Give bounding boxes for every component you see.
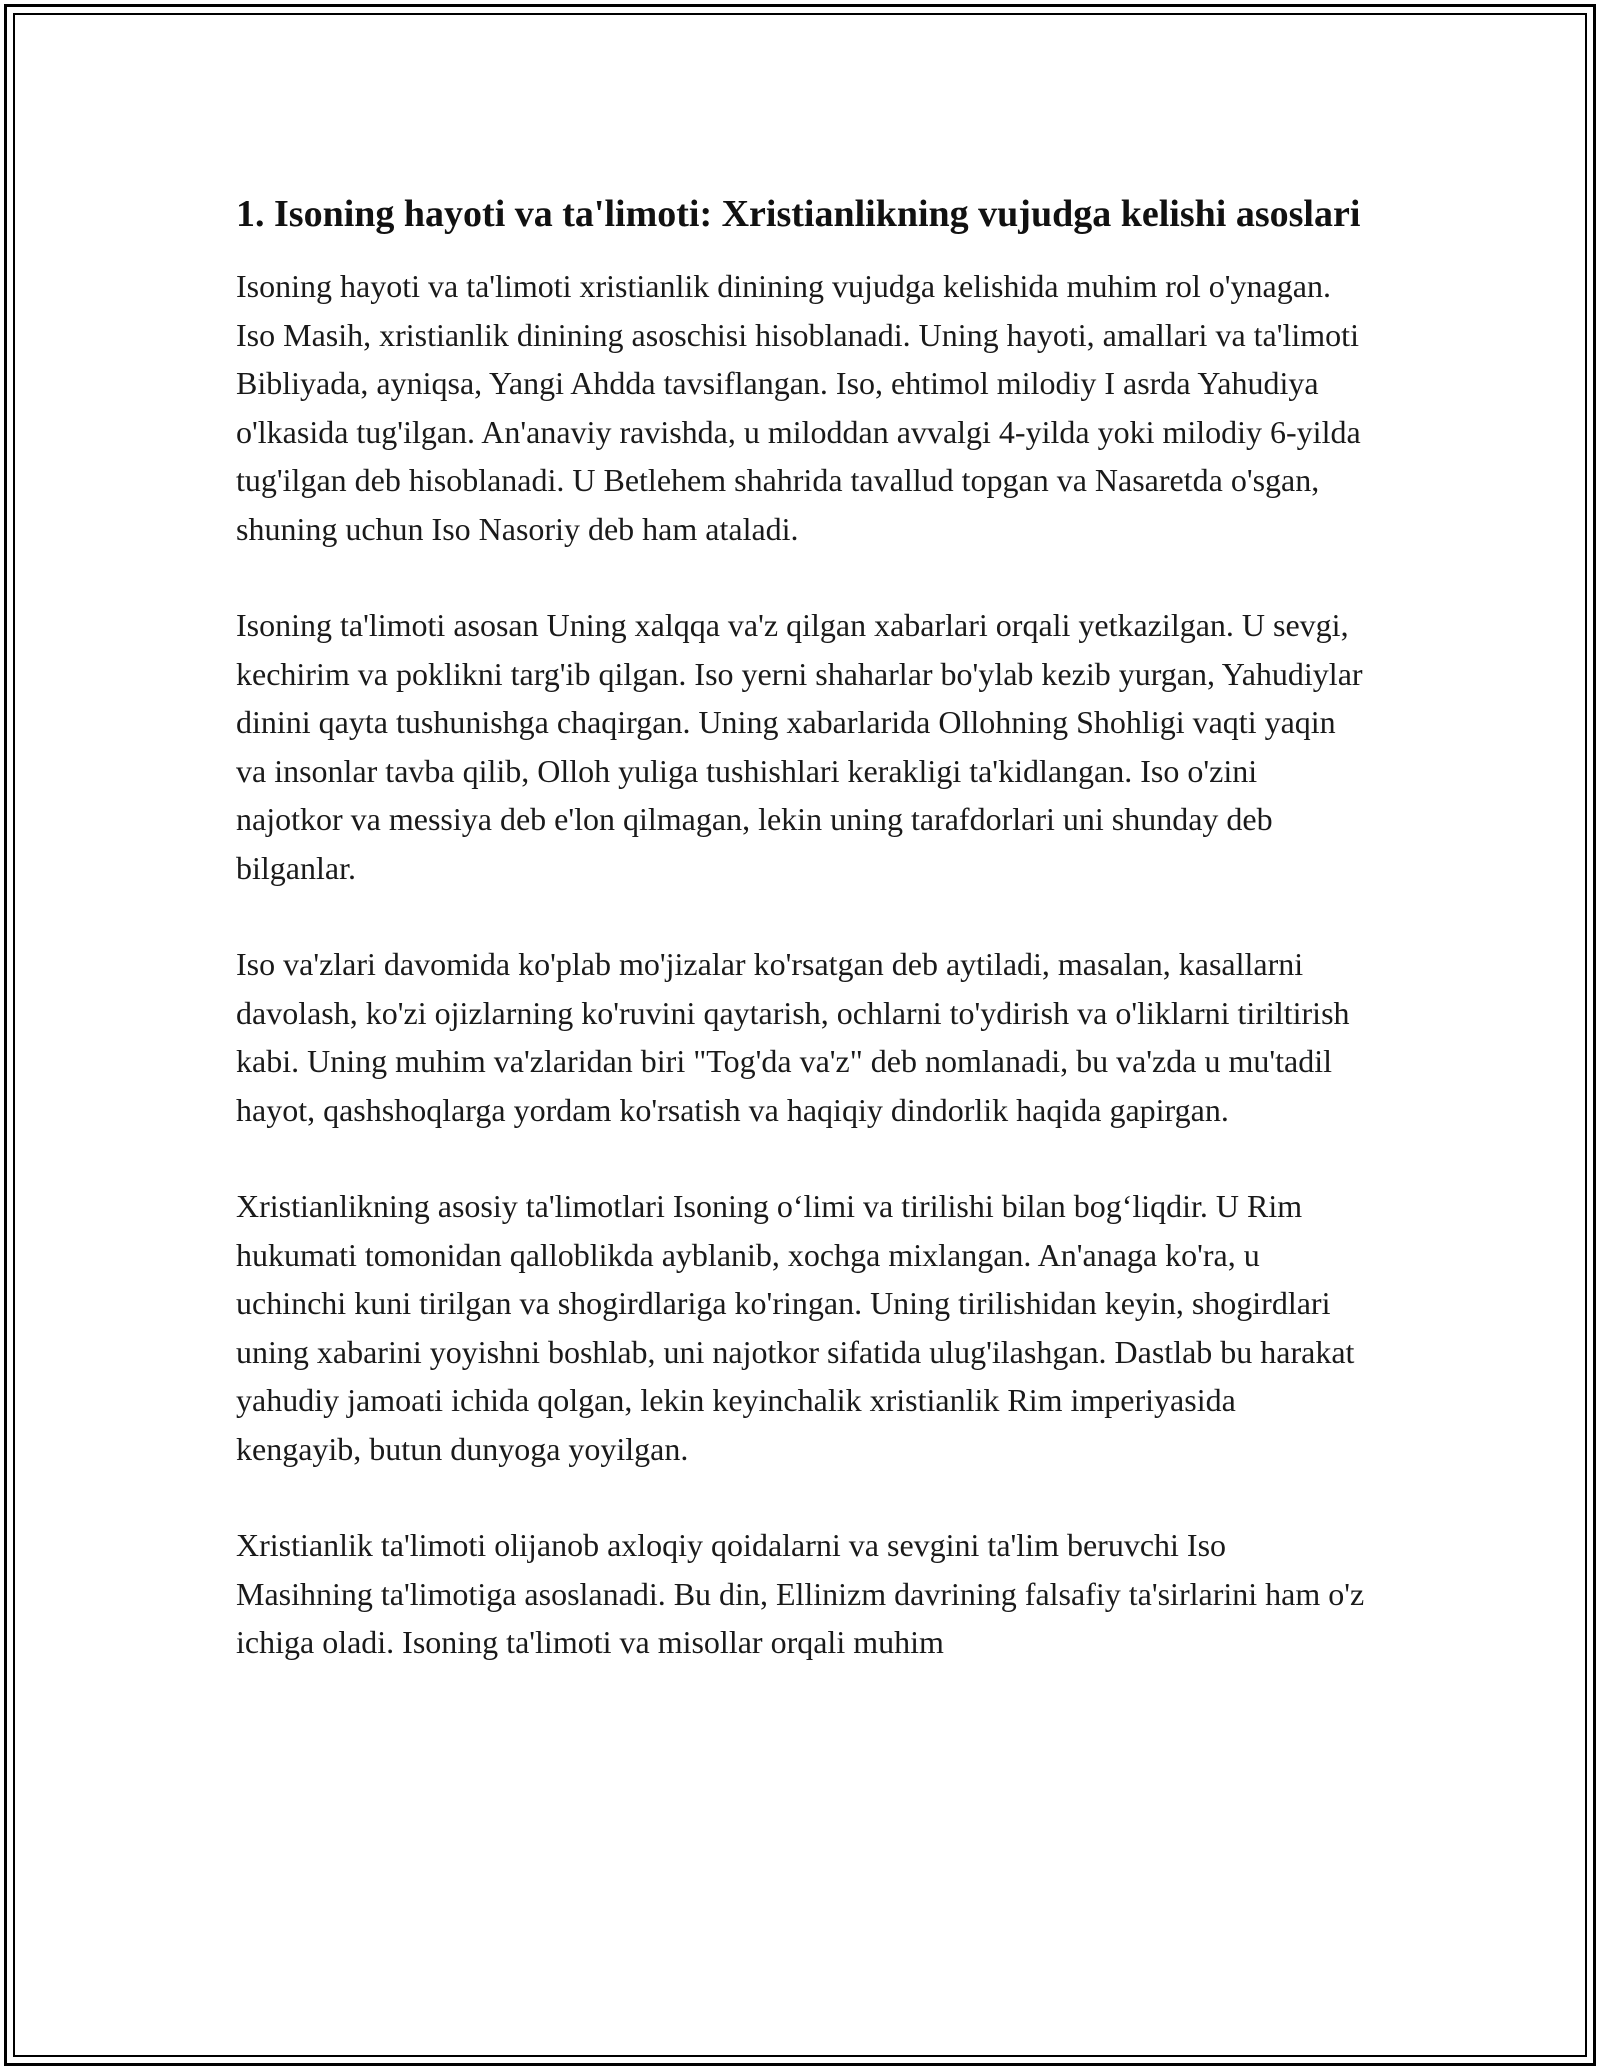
- paragraph-2: Isoning ta'limoti asosan Uning xalqqa va'z qilgan xabarlari orqali yetkazilgan. U sevgi, kechirim va poklikni targ'ib qilgan. Iso yerni shaharlar bo'ylab kezib yurgan, Yahudiylar dinini qayta tushunishga chaqirgan. Uning xabarlarida Ollohning Shohligi vaqti yaqin va insonlar tavba qilib, Olloh yuliga tushishlari kerakligi ta'kidlangan. Iso o'zini najotkor va messiya deb e'lon qilmagan, lekin uning tarafdorlari uni shunday deb bilganlar.: [236, 607, 1363, 886]
- paragraph-1: Isoning hayoti va ta'limoti xristianlik dinining vujudga kelishida muhim rol o'ynagan. Iso Masih, xristianlik dinining asoschisi hisoblanadi. Uning hayoti, amallari va ta'limoti Bibliyada, ayniqsa, Yangi Ahdda tavsiflangan. Iso, ehtimol milodiy I asrda Yahudiya o'lkasida tug'ilgan. An'anaviy ravishda, u miloddan avvalgi 4-yilda yoki milodiy 6-yilda tug'ilgan deb hisoblanadi. U Betlehem shahrida tavallud topgan va Nasaretda o'sgan, shuning uchun Iso Nasoriy deb ham ataladi.: [236, 268, 1361, 547]
- document-body: [236, 186, 1366, 1715]
- paragraph-5: Xristianlik ta'limoti olijanob axloqiy qoidalarni va sevgini ta'lim beruvchi Iso Masihning ta'limotiga asoslanadi. Bu din, Ellinizm davrining falsafiy ta'sirlarini ham o'z ichiga oladi. Isoning ta'limoti va misollar orqali muhim: [236, 1527, 1365, 1660]
- paragraph-4: Xristianlikning asosiy ta'limotlari Isoning o‘limi va tirilishi bilan bog‘liqdir. U Rim hukumati tomonidan qalloblikda ayblanib, xochga mixlangan. An'anaga ko'ra, u uchinchi kuni tirilgan va shogirdlariga ko'ringan. Uning tirilishidan keyin, shogirdlari uning xabarini yoyishni boshlab, uni najotkor sifatida ulug'ilashgan. Dastlab bu harakat yahudiy jamoati ichida qolgan, lekin keyinchalik xristianlik Rim imperiyasida kengayib, butun dunyoga yoyilgan.: [236, 1188, 1355, 1467]
- document-title: 1. Isoning hayoti va ta'limoti: Xristianlikning vujudga kelishi asoslari: [236, 193, 1361, 235]
- paragraph-3: Iso va'zlari davomida ko'plab mo'jizalar ko'rsatgan deb aytiladi, masalan, kasallarni davolash, ko'zi ojizlarning ko'ruvini qaytarish, ochlarni to'ydirish va o'liklarni tiriltirish kabi. Uning muhim va'zlaridan biri "Tog'da va'z" deb nomlanadi, bu va'zda u mu'tadil hayot, qashshoqlarga yordam ko'rsatish va haqiqiy dindorlik haqida gapirgan.: [236, 946, 1350, 1128]
